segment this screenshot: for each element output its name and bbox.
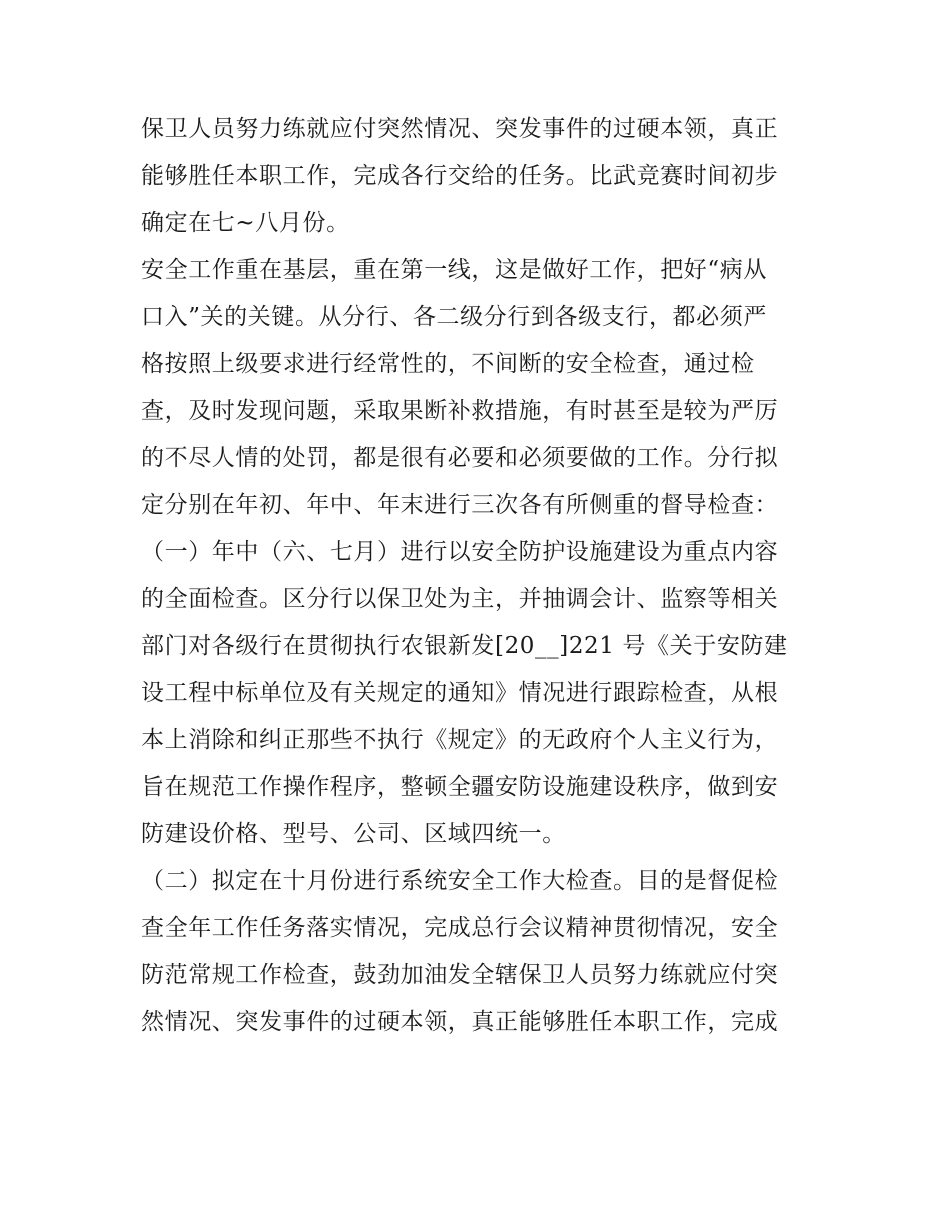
text-line: 保卫人员努力练就应付突然情况、突发事件的过硬本领，真正 [141,116,779,142]
text-line: 口入”关的关键。从分行、各二级分行到各级支行，都必须严 [141,304,767,330]
text-line: 然情况、突发事件的过硬本领，真正能够胜任本职工作，完成 [141,1009,779,1035]
text-line: 防建设价格、型号、公司、区域四统一。 [141,821,566,847]
text-line: （一）年中（六、七月）进行以安全防护设施建设为重点内容 [141,539,779,565]
text-line: 查，及时发现问题，采取果断补救措施，有时甚至是较为严厉 [141,398,779,424]
text-line: 旨在规范工作操作程序，整顿全疆安防设施建设秩序，做到安 [141,774,779,800]
text-line: 确定在七~八月份。 [141,210,350,236]
text-line: 能够胜任本职工作，完成各行交给的任务。比武竞赛时间初步 [141,163,779,189]
text-line: 防范常规工作检查，鼓劲加油发全辖保卫人员努力练就应付突 [141,962,779,988]
text-line: 格按照上级要求进行经常性的，不间断的安全检查，通过检 [141,351,755,377]
text-line: （二）拟定在十月份进行系统安全工作大检查。目的是督促检 [141,868,779,894]
text-line: 的不尽人情的处罚，都是很有必要和必须要做的工作。分行拟 [141,445,779,471]
text-line: 安全工作重在基层，重在第一线，这是做好工作，把好“病从 [141,257,767,283]
text-line: 部门对各级行在贯彻执行农银新发[20__]221 号《关于安防建 [141,633,788,659]
text-line: 设工程中标单位及有关规定的通知》情况进行跟踪检查，从根 [141,680,779,706]
text-line: 定分别在年初、年中、年末进行三次各有所侧重的督导检查： [141,492,779,518]
text-line: 本上消除和纠正那些不执行《规定》的无政府个人主义行为， [141,727,779,753]
text-line: 查全年工作任务落实情况，完成总行会议精神贯彻情况，安全 [141,915,779,941]
body-text [141,106,813,1046]
text-line: 的全面检查。区分行以保卫处为主，并抽调会计、监察等相关 [141,586,779,612]
